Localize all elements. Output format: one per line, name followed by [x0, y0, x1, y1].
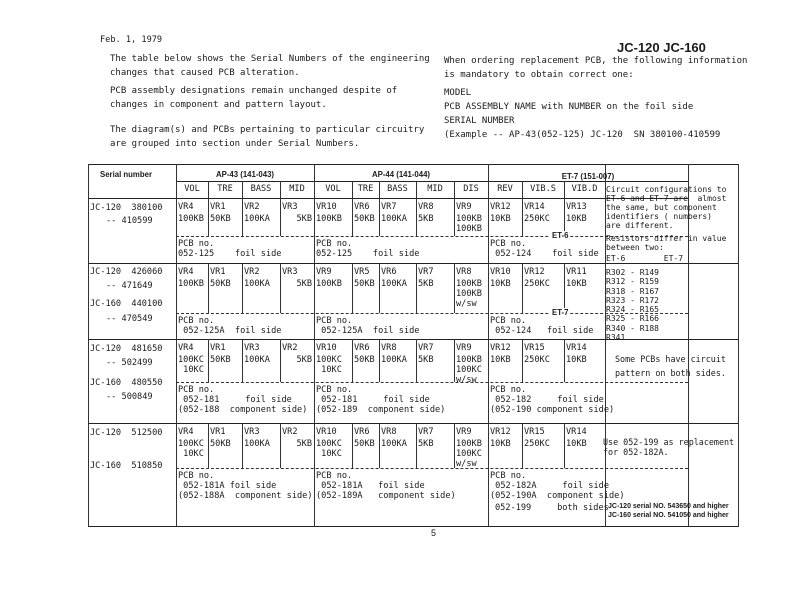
- serial-number: JC-120 380100: [90, 203, 163, 213]
- pcb-number-ap43: PCB no. 052-125A foil side: [178, 316, 282, 336]
- component-value: 5KB: [418, 279, 434, 289]
- component-value: 100KB: [178, 214, 204, 224]
- component-value: 100KB 100KB w/sw: [456, 279, 482, 309]
- component-ref: VR7: [418, 267, 434, 277]
- component-ref: VR7: [418, 427, 434, 437]
- component-value: 100KA: [381, 355, 407, 365]
- pcb-number-ap44: PCB no. 052-125A foil side: [316, 316, 420, 336]
- et7-label: ET-7: [552, 308, 569, 317]
- pcb-serial-table: [88, 164, 739, 527]
- ordering-paragraph: When ordering replacement PCB, the following information is mandatory to obtain correct one:: [444, 56, 748, 80]
- pcb-number-ap44: PCB no. 052-181A foil side (052-189A component side): [316, 471, 456, 501]
- component-ref: VR2: [244, 202, 260, 212]
- serial-number-header: Serial number: [100, 170, 152, 179]
- col-header-ap43-mid: MID: [289, 184, 305, 194]
- page-number: 5: [431, 528, 437, 538]
- component-ref: VR1: [210, 267, 226, 277]
- component-ref: VR10: [490, 267, 511, 277]
- component-ref: VR14: [566, 427, 587, 437]
- component-ref: VR1: [210, 343, 226, 353]
- component-ref: VR7: [418, 343, 434, 353]
- ordering-line-pcb: PCB ASSEMBLY NAME with NUMBER on the foil side: [444, 102, 694, 112]
- page-title: JC-120 JC-160: [617, 40, 706, 55]
- component-value: 10KB: [490, 439, 511, 449]
- component-value: 100KB: [316, 214, 342, 224]
- component-ref: VR12: [490, 343, 511, 353]
- group-ap44: AP-44 (141-044): [371, 170, 431, 179]
- component-value: 100KA: [381, 439, 407, 449]
- date-label: Feb. 1, 1979: [100, 35, 163, 45]
- component-value: 100KC 10KC: [178, 439, 204, 459]
- component-value: 50KB: [354, 439, 375, 449]
- component-value: 100KA: [244, 279, 270, 289]
- component-value: 100KB 100KC w/sw: [456, 439, 482, 469]
- component-value: 250KC: [524, 279, 550, 289]
- component-value: 5KB: [296, 214, 312, 224]
- pcb-number-ap43: PCB no. 052-181 foil side (052-188 component side): [178, 385, 308, 415]
- serial-number: JC-120 426060: [90, 267, 163, 277]
- component-ref: VR9: [456, 202, 472, 212]
- component-ref: VR15: [524, 343, 545, 353]
- component-value: 5KB: [418, 355, 434, 365]
- component-value: 50KB: [354, 355, 375, 365]
- component-value: 100KA: [244, 214, 270, 224]
- component-value: 5KB: [296, 279, 312, 289]
- pcb-number-et7: PCB no. 052-124 foil side: [490, 316, 594, 336]
- col-header-ap44-tre: TRE: [357, 184, 374, 194]
- component-value: 50KB: [354, 214, 375, 224]
- serial-number: -- 502499: [106, 358, 153, 368]
- group-et7: ET-7 (151-007): [561, 172, 615, 181]
- col-header-et7-rev: REV: [497, 184, 513, 194]
- component-value: 10KB: [566, 355, 587, 365]
- pcb-number-et7: PCB no. 052-182A foil side (052-190A component side): [490, 471, 625, 501]
- col-header-ap44-mid: MID: [427, 184, 443, 194]
- component-value: 10KB: [566, 279, 587, 289]
- note-use-052-199: Use 052-199 as replacement for 052-182A.: [603, 437, 735, 457]
- pcb-number-ap43: PCB no. 052-181A foil side (052-188A component side): [178, 471, 313, 501]
- serial-number: JC-160 480550: [90, 378, 163, 388]
- component-value: 10KB: [490, 279, 511, 289]
- component-value: 100KC 10KC: [178, 355, 204, 375]
- col-header-ap43-vol: VOL: [184, 184, 200, 194]
- component-ref: VR2: [244, 267, 260, 277]
- component-value: 250KC: [524, 439, 550, 449]
- note-serial-higher: JC-120 serial NO. 543650 and higher JC-160 serial NO. 541050 and higher: [608, 503, 729, 519]
- component-ref: VR8: [381, 427, 397, 437]
- component-value: 100KC 10KC: [316, 439, 342, 459]
- component-ref: VR10: [316, 343, 337, 353]
- component-ref: VR15: [524, 427, 545, 437]
- component-ref: VR6: [354, 427, 370, 437]
- component-ref: VR8: [381, 343, 397, 353]
- serial-number: -- 471649: [106, 281, 153, 291]
- component-ref: VR4: [178, 267, 194, 277]
- component-value: 100KB: [178, 279, 204, 289]
- component-ref: VR12: [524, 267, 545, 277]
- pcb-number-et7: PCB no. 052-182 foil side (052-190 component side): [490, 385, 615, 415]
- component-ref: VR14: [566, 343, 587, 353]
- intro-paragraph-1: The table below shows the Serial Numbers of the engineering changes that caused PCB alteration.: [110, 54, 430, 78]
- component-ref: VR1: [210, 202, 226, 212]
- component-ref: VR6: [354, 343, 370, 353]
- component-value: 50KB: [210, 214, 231, 224]
- component-ref: VR3: [282, 267, 298, 277]
- component-ref: VR13: [566, 202, 587, 212]
- component-value: 100KB 100KB: [456, 214, 482, 234]
- col-header-ap44-vol: VOL: [325, 184, 341, 194]
- intro-paragraph-3: The diagram(s) and PCBs pertaining to particular circuitry are grouped into section under Serial Numbers.: [110, 125, 425, 149]
- component-ref: VR9: [456, 343, 472, 353]
- serial-number: JC-120 512500: [90, 428, 163, 438]
- component-ref: VR4: [178, 427, 194, 437]
- pcb-number-et7: PCB no. 052-124 foil side: [490, 239, 599, 259]
- component-ref: VR10: [316, 427, 337, 437]
- component-ref: VR12: [490, 202, 511, 212]
- pcb-number-ap44: PCB no. 052-181 foil side (052-189 component side): [316, 385, 446, 415]
- component-value: 10KB: [490, 355, 511, 365]
- ordering-line-model: MODEL: [444, 88, 472, 98]
- component-ref: VR6: [354, 202, 370, 212]
- component-value: 5KB: [418, 439, 434, 449]
- serial-number: JC-160 440100: [90, 299, 163, 309]
- col-header-ap44-dis: DIS: [463, 184, 479, 194]
- component-value: 100KA: [381, 279, 407, 289]
- component-ref: VR10: [316, 202, 337, 212]
- component-ref: VR3: [244, 427, 260, 437]
- note-et-head: ET-6 ET-7: [606, 254, 684, 263]
- col-header-ap44-bass: BASS: [387, 184, 408, 194]
- component-ref: VR8: [456, 267, 472, 277]
- component-value: 50KB: [210, 355, 231, 365]
- serial-number: JC-120 481650: [90, 344, 163, 354]
- component-ref: VR2: [282, 427, 298, 437]
- component-value: 100KB: [316, 279, 342, 289]
- component-ref: VR1: [210, 427, 226, 437]
- group-ap43: AP-43 (141-043): [215, 170, 275, 179]
- intro-paragraph-2: PCB assembly designations remain unchanged despite of changes in component and pattern layout.: [110, 86, 398, 110]
- component-value: 50KB: [354, 279, 375, 289]
- component-ref: VR8: [418, 202, 434, 212]
- serial-number: JC-160 510850: [90, 461, 163, 471]
- component-ref: VR14: [524, 202, 545, 212]
- ordering-line-serial: SERIAL NUMBER: [444, 116, 515, 126]
- component-ref: VR4: [178, 343, 194, 353]
- component-value: 50KB: [210, 439, 231, 449]
- note-resistors: Resistors differ in value between two:: [606, 234, 727, 252]
- serial-number: -- 500849: [106, 392, 153, 402]
- component-ref: VR3: [244, 343, 260, 353]
- component-ref: VR9: [456, 427, 472, 437]
- col-header-ap43-tre: TRE: [217, 184, 233, 194]
- pcb-number-ap44: PCB no. 052-125 foil side: [316, 239, 420, 259]
- component-value: 100KA: [244, 439, 270, 449]
- pcb-number-ap43: PCB no. 052-125 foil side: [178, 239, 282, 259]
- col-header-ap43-bass: BASS: [250, 184, 272, 194]
- component-value: 5KB: [296, 355, 312, 365]
- component-value: 10KB: [566, 439, 587, 449]
- component-value: 10KB: [490, 214, 511, 224]
- component-value: 250KC: [524, 355, 550, 365]
- component-ref: VR7: [381, 202, 397, 212]
- col-header-et7-vibs: VIB.S: [530, 184, 556, 194]
- component-ref: VR9: [316, 267, 332, 277]
- component-value: 50KB: [210, 279, 231, 289]
- component-value: 10KB: [566, 214, 587, 224]
- component-value: 250KC: [524, 214, 550, 224]
- component-ref: VR12: [490, 427, 511, 437]
- component-value: 100KA: [244, 355, 270, 365]
- component-value: 5KB: [296, 439, 312, 449]
- ordering-example: (Example -- AP-43(052-125) JC-120 SN 380100-410599: [444, 130, 721, 140]
- component-value: 100KC 10KC: [316, 355, 342, 375]
- serial-number: -- 470549: [106, 314, 153, 324]
- note-config: Circuit configurations to ET-6 and ET-7 are almost the same, but component identifiers ( numbers) are different.: [606, 185, 727, 230]
- component-ref: VR5: [354, 267, 370, 277]
- component-ref: VR4: [178, 202, 194, 212]
- note-resistor-pairs: R302 - R149 R312 - R159 R318 - R167 R323 - R172 R324 - R165 R325 - R166 R340 - R188 R341: [606, 268, 659, 343]
- component-ref: VR2: [282, 343, 298, 353]
- component-value: 100KA: [381, 214, 407, 224]
- pcb-number-et7-both-sides: 052-199 both sides: [495, 503, 609, 513]
- component-ref: VR3: [282, 202, 298, 212]
- note-both-sides: Some PCBs have circuit pattern on both sides.: [615, 354, 726, 378]
- serial-number: -- 410599: [106, 216, 153, 226]
- component-ref: VR11: [566, 267, 587, 277]
- component-ref: VR6: [381, 267, 397, 277]
- et6-label: ET-6: [552, 231, 569, 240]
- component-value: 100KB 100KC w/sw: [456, 355, 482, 385]
- component-value: 5KB: [418, 214, 434, 224]
- col-header-et7-vibd: VIB.D: [571, 184, 598, 194]
